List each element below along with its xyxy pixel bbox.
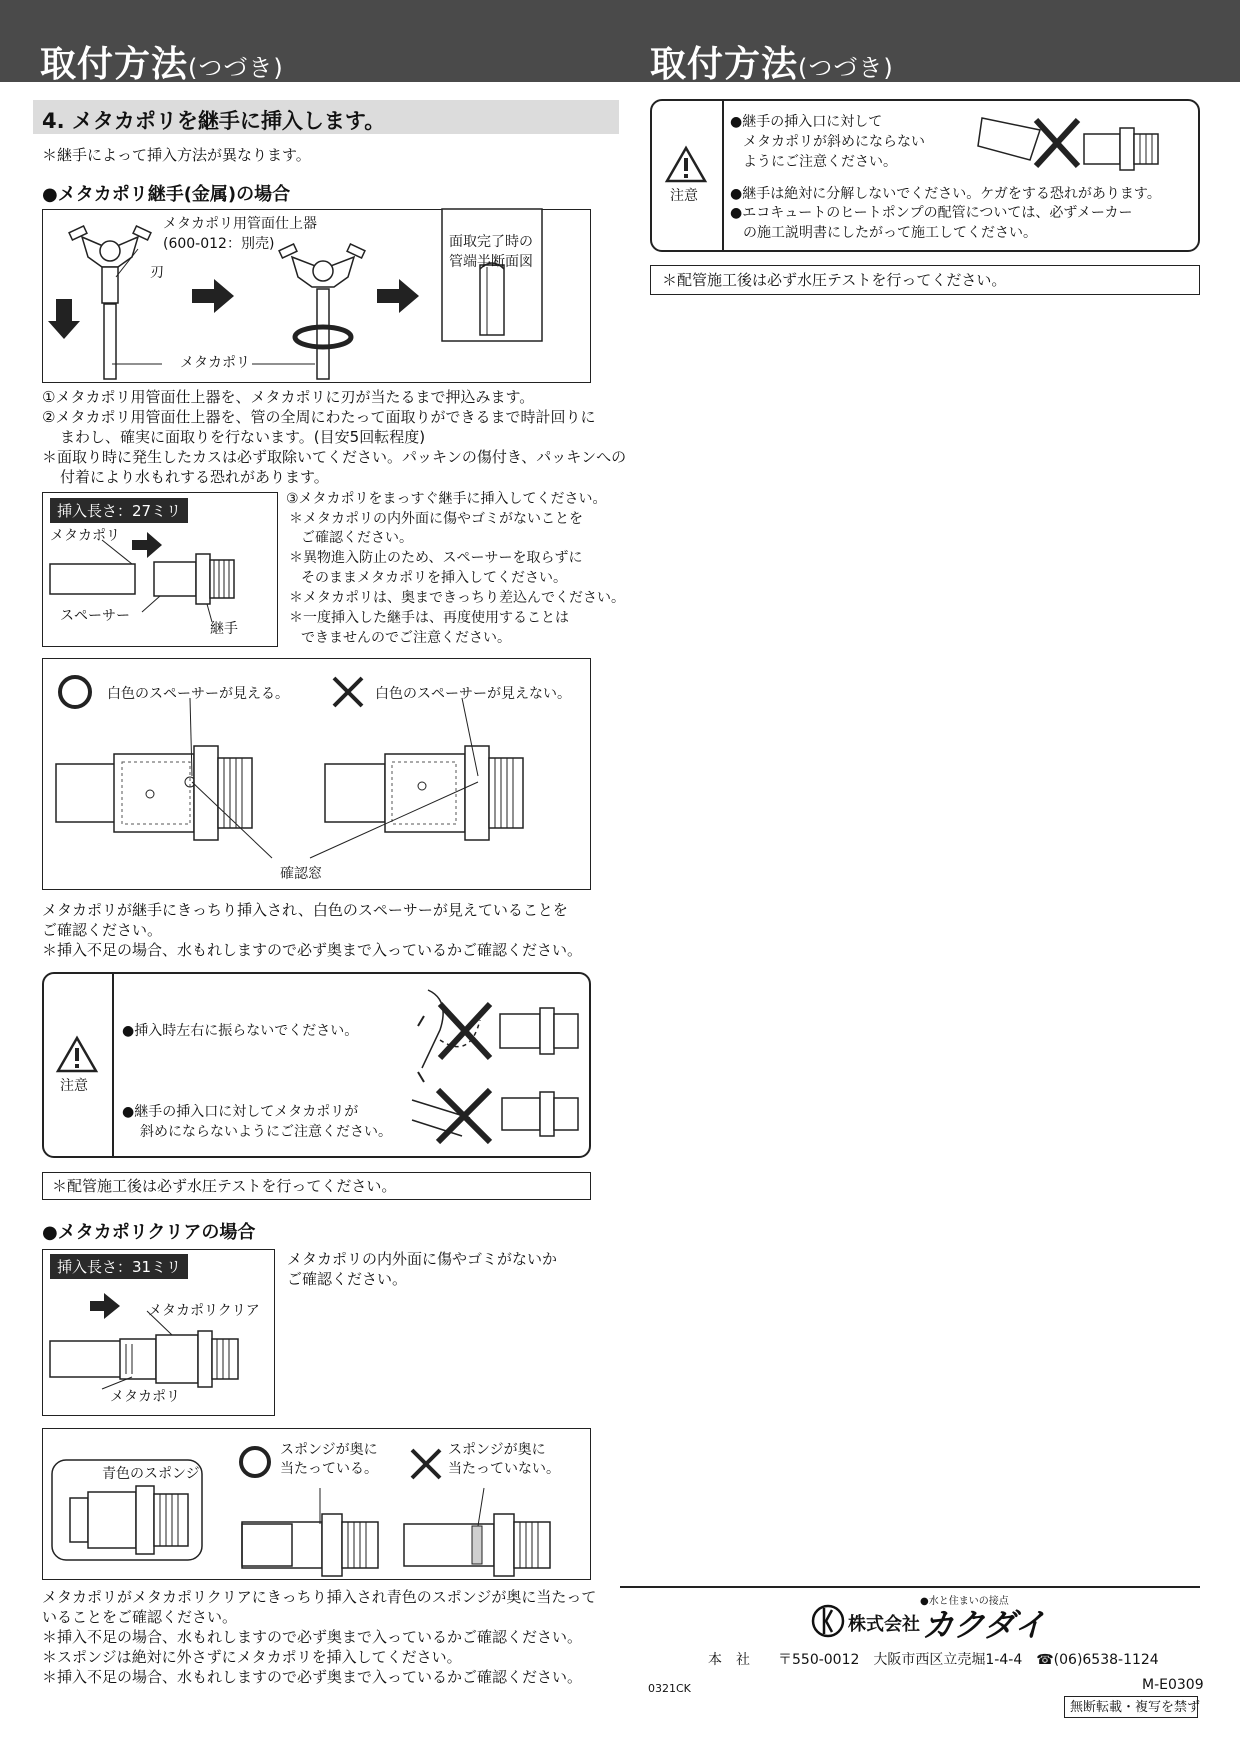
company-prefix: 株式会社 (848, 1614, 920, 1635)
step3-line-5: そのままメタカポリを挿入してください。 (301, 570, 567, 586)
caution-divider (112, 974, 114, 1156)
right-page-title: 取付方法(つづき) (650, 44, 894, 85)
caution-illustration (410, 980, 590, 1150)
step3-line-6: ＊メタカポリは、奥まできっちり差込んでください。 (289, 590, 625, 606)
step-note: ＊継手によって挿入方法が異なります。 (42, 146, 311, 164)
sponge-ok-1: スポンジが奥に (280, 1442, 378, 1458)
sponge-ng-2: 当たっていない。 (448, 1461, 560, 1477)
doc-code-left: 0321CK (648, 1682, 691, 1695)
step3-line-1: ③メタカポリをまっすぐ継手に挿入してください。 (286, 491, 607, 507)
footer-rule (620, 1586, 1200, 1588)
caution-item-2b: 斜めにならないようにご注意ください。 (140, 1124, 392, 1140)
check-text-3: ＊挿入不足の場合、水もれしますので必ず奥まで入っているかご確認ください。 (42, 941, 583, 959)
caution-right-b1b: メタカポリが斜めにならない (743, 134, 925, 150)
copyright-notice: 無断転載・複写を禁ず (1070, 1700, 1201, 1715)
clear-check-5: ＊挿入不足の場合、水もれしますので必ず奥まで入っているかご確認ください。 (42, 1668, 583, 1686)
caution-right-b3a: ●エコキュートのヒートポンプの配管については、必ずメーカー (730, 205, 1133, 221)
clear-check-2: いることをご確認ください。 (42, 1608, 238, 1626)
clear-length-tag: 挿入長さ：31ミリ (50, 1254, 188, 1279)
section-heading-metal: ●メタカポリ継手(金属)の場合 (42, 184, 291, 205)
step3-line-8: できませんのでご注意ください。 (301, 630, 511, 646)
caution-item-2a: ●継手の挿入口に対してメタカポリが (122, 1104, 359, 1120)
warning-icon-right (664, 145, 708, 185)
sponge-ng-1: スポンジが奥に (448, 1442, 546, 1458)
section-heading-clear: ●メタカポリクリアの場合 (42, 1222, 256, 1243)
caution-right-b1c: ようにご注意ください。 (743, 154, 897, 170)
instruction-2b: まわし、確実に面取りを行ないます。(目安5回転程度) (60, 428, 426, 446)
clear-desc-2: ご確認ください。 (287, 1270, 408, 1288)
ok-caption: 白色のスペーサーが見える。 (107, 686, 289, 702)
insertion-length-tag: 挿入長さ：27ミリ (50, 498, 188, 523)
clear-pipe-label: メタカポリ (110, 1389, 180, 1405)
caution-item-1: ●挿入時左右に振らないでください。 (122, 1023, 359, 1039)
caution-label: 注意 (60, 1078, 88, 1094)
clear-fitting-label: メタカポリクリア (148, 1303, 260, 1319)
caution-right-label: 注意 (670, 188, 698, 204)
pressure-test-note-right: ＊配管施工後は必ず水圧テストを行ってください。 (662, 271, 1007, 289)
section-label-1: 面取完了時の (449, 234, 533, 250)
clear-check-3: ＊挿入不足の場合、水もれしますので必ず奥まで入っているかご確認ください。 (42, 1628, 583, 1646)
company-logo-icon (810, 1604, 846, 1638)
caution-right-b1a: ●継手の挿入口に対して (730, 114, 883, 130)
left-page-title: 取付方法(つづき) (40, 44, 284, 85)
caution-right-b2: ●継手は絶対に分解しないでください。ケガをする恐れがあります。 (730, 186, 1161, 202)
step3-line-2: ＊メタカポリの内外面に傷やゴミがないことを (289, 511, 583, 527)
pipe-label: メタカポリ (180, 355, 250, 371)
footer-tagline: ●水と住まいの接点 (920, 1596, 1009, 1607)
instruction-note: ＊面取り時に発生したカスは必ず取除いてください。パッキンの傷付き、パッキンへの (42, 448, 627, 466)
insertion-pipe-label: メタカポリ (50, 528, 120, 544)
section-label-2: 管端半断面図 (449, 254, 533, 270)
angled-pipe-illustration (980, 108, 1180, 183)
step3-line-4: ＊異物進入防止のため、スペーサーを取らずに (289, 550, 583, 566)
step3-line-7: ＊一度挿入した継手は、再度使用することは (289, 610, 569, 626)
clear-check-4: ＊スポンジは絶対に外さずにメタカポリを挿入してください。 (42, 1648, 462, 1666)
instruction-note-b: 付着により水もれする恐れがあります。 (60, 468, 329, 486)
blade-label: 刃 (150, 265, 164, 281)
doc-code-right: M-E0309 (1142, 1677, 1204, 1693)
check-window-label: 確認窓 (280, 866, 322, 882)
fitting-label: 継手 (210, 621, 238, 637)
company-name: カクダイ (922, 1606, 1045, 1644)
warning-icon (55, 1035, 99, 1075)
caution-right-b3b: の施工説明書にしたがって施工してください。 (743, 225, 1037, 241)
footer-address: 本 社 〒550-0012 大阪市西区立売堀1-4-4 ☎(06)6538-1124 (708, 1652, 1159, 1668)
caution-right-divider (722, 101, 724, 250)
sponge-ok-2: 当たっている。 (280, 1461, 378, 1477)
instruction-1: ①メタカポリ用管面仕上器を、メタカポリに刃が当たるまで押込みます。 (42, 388, 535, 406)
ng-caption: 白色のスペーサーが見えない。 (375, 686, 571, 702)
tool-code: (600-012：別売) (163, 236, 275, 252)
clear-check-1: メタカポリがメタカポリクリアにきっちり挿入され青色のスポンジが奥に当たって (42, 1588, 597, 1606)
check-text-1: メタカポリが継手にきっちり挿入され、白色のスペーサーが見えていることを (42, 901, 568, 919)
spacer-label: スペーサー (60, 608, 130, 624)
clear-desc-1: メタカポリの内外面に傷やゴミがないか (287, 1250, 558, 1268)
pressure-test-note: ＊配管施工後は必ず水圧テストを行ってください。 (52, 1177, 397, 1195)
tool-label: メタカポリ用管面仕上器 (163, 216, 317, 232)
sponge-label: 青色のスポンジ (102, 1466, 200, 1482)
instruction-2: ②メタカポリ用管面仕上器を、管の全周にわたって面取りができるまで時計回りに (42, 408, 596, 426)
check-text-2: ご確認ください。 (42, 921, 163, 939)
step3-line-3: ご確認ください。 (301, 530, 413, 546)
step-heading: 4. メタカポリを継手に挿入します。 (42, 109, 386, 133)
